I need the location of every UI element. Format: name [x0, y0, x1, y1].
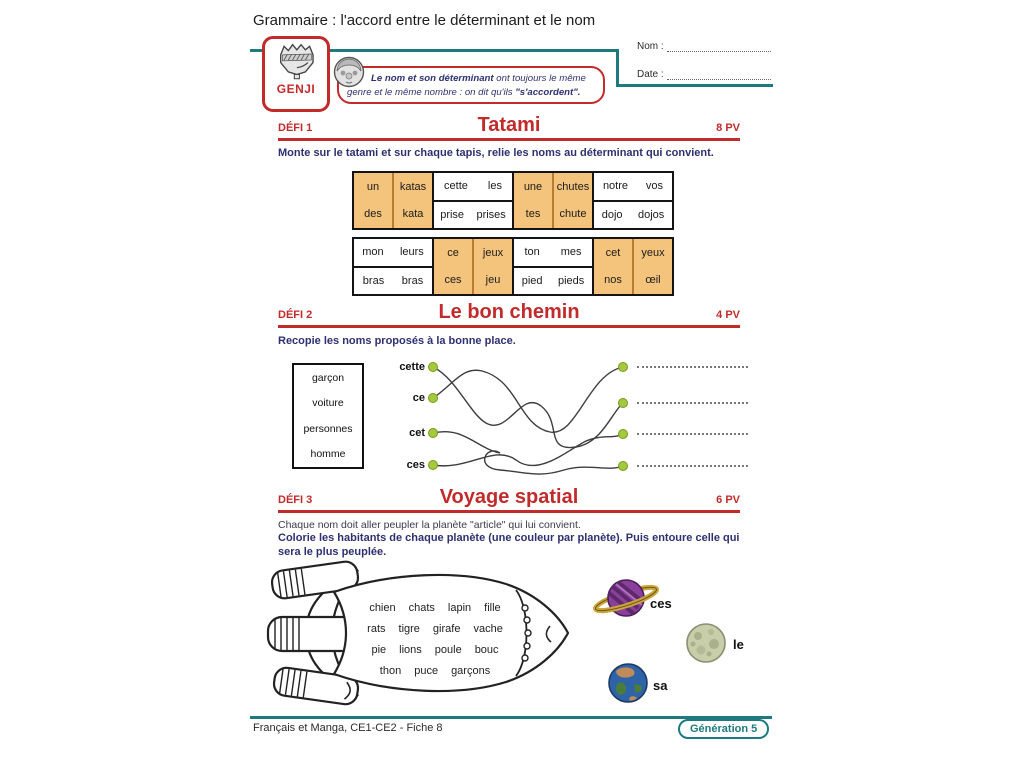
bank-word: garçon — [311, 371, 345, 384]
tatami-word: une — [523, 180, 543, 193]
tatami-word: leurs — [399, 246, 424, 259]
tatami-word: vos — [645, 180, 664, 193]
defi3-instruction-1: Chaque nom doit aller peupler la planète "article" qui lui convient. — [278, 519, 581, 531]
connector-dot — [429, 363, 438, 372]
rocket-word: thon — [379, 664, 402, 677]
date-dotted-line — [667, 70, 771, 80]
determiner-ce: ce — [412, 392, 425, 404]
tatami-word: yeux — [641, 246, 665, 259]
tangle-line — [433, 367, 623, 432]
rocket-word-list — [338, 597, 532, 681]
connector-dot — [429, 394, 438, 403]
rocket-word: poule — [434, 643, 462, 656]
connector-dot — [619, 430, 628, 439]
tatami-group — [594, 239, 672, 294]
connector-dot — [619, 462, 628, 471]
rocket-word: girafe — [432, 622, 461, 635]
defi3-instruction-2: Colorie les habitants de chaque planète (une couleur par planète). Puis entoure celle qui sera le plus peuplée. — [278, 532, 740, 558]
note-middle: ont toujours le même genre et le même nombre : on dit qu'ils — [347, 73, 586, 98]
tatami-word: ces — [444, 274, 462, 287]
tatami-word: katas — [399, 180, 427, 193]
answer-dotted-line — [637, 366, 748, 368]
planet-label-le: le — [733, 637, 744, 652]
name-dotted-line — [667, 42, 771, 52]
tatami-table-row1 — [352, 171, 674, 230]
date-label: Date : — [637, 69, 664, 80]
rocket-word: lapin — [447, 601, 472, 614]
rocket-word: pie — [371, 643, 387, 656]
word-bank-box — [292, 363, 364, 469]
tatami-word: notre — [602, 180, 629, 193]
defi1-title: Tatami — [477, 114, 541, 136]
mascot-name: GENJI — [276, 82, 316, 96]
answer-dotted-line — [637, 402, 748, 404]
tatami-word: bras — [362, 274, 385, 287]
tatami-word: pieds — [557, 274, 585, 287]
defi2-label: DÉFI 2 — [278, 309, 313, 321]
bank-word: voiture — [312, 397, 344, 410]
name-field — [637, 41, 771, 52]
name-box-bottom-border — [616, 84, 773, 87]
genji-mascot-icon — [273, 39, 319, 81]
connector-dot — [619, 363, 628, 372]
defi2-header — [278, 301, 740, 328]
defi1-label: DÉFI 1 — [278, 122, 313, 134]
rocket-word-row — [338, 660, 532, 681]
tatami-group — [354, 239, 434, 294]
rocket-word: garçons — [451, 664, 491, 677]
tatami-word: kata — [402, 208, 424, 221]
tatami-group — [514, 239, 594, 294]
rocket-word-row — [338, 597, 532, 618]
tatami-word: les — [487, 180, 502, 193]
note-bold-end: "s'accordent". — [515, 86, 581, 98]
bank-word: homme — [310, 448, 346, 461]
tatami-word: mes — [560, 246, 582, 259]
tatami-word: chute — [559, 208, 587, 221]
bank-word: personnes — [303, 422, 353, 435]
tatami-word: dojos — [637, 208, 665, 221]
connector-dot — [619, 399, 628, 408]
manga-face-icon — [333, 56, 365, 88]
tatami-word: pied — [521, 274, 543, 287]
defi2-title: Le bon chemin — [438, 301, 580, 323]
publisher-badge: Génération 5 — [678, 719, 769, 739]
defi1-header — [278, 114, 740, 141]
tatami-group — [434, 239, 514, 294]
answer-dotted-line — [637, 465, 748, 467]
tatami-group — [514, 173, 594, 228]
rocket-word: lions — [399, 643, 422, 656]
tatami-word: dojo — [601, 208, 623, 221]
tatami-group — [354, 173, 434, 228]
rocket-word-row — [338, 639, 532, 660]
determiner-cette: cette — [399, 361, 425, 373]
tatami-word: un — [366, 180, 380, 193]
tatami-group — [594, 173, 672, 228]
rocket-word: chien — [369, 601, 396, 614]
tatami-word: tes — [525, 208, 541, 221]
tatami-word: ce — [447, 246, 459, 259]
moon-icon — [684, 621, 728, 665]
tatami-word: bras — [401, 274, 424, 287]
tatami-word: nos — [604, 274, 622, 287]
rocket-word: fille — [484, 601, 501, 614]
tatami-word: œil — [645, 274, 661, 287]
connector-dot — [429, 429, 438, 438]
defi3-label: DÉFI 3 — [278, 494, 313, 506]
tatami-group — [434, 173, 514, 228]
tatami-word: ton — [524, 246, 540, 259]
answer-dotted-line — [637, 433, 748, 435]
mascot-box — [262, 36, 330, 112]
defi2-instruction: Recopie les noms proposés à la bonne place. — [278, 335, 516, 347]
determiner-cet: cet — [409, 427, 425, 439]
page-title: Grammaire : l'accord entre le déterminant et le nom — [253, 12, 596, 29]
defi1-points: 8 PV — [716, 122, 740, 134]
rocket-word-row — [338, 618, 532, 639]
earth-icon — [606, 661, 650, 705]
determiner-ces: ces — [406, 459, 425, 471]
planet-label-sa: sa — [653, 678, 668, 693]
footer-text: Français et Manga, CE1-CE2 - Fiche 8 — [253, 722, 443, 734]
defi3-header — [278, 486, 740, 513]
defi2-points: 4 PV — [716, 309, 740, 321]
tatami-table-row2 — [352, 237, 674, 296]
tatami-word: cette — [444, 180, 468, 193]
tatami-word: jeux — [482, 246, 504, 259]
tatami-word: jeu — [485, 274, 501, 287]
tatami-word: mon — [362, 246, 384, 259]
rocket-word: vache — [473, 622, 503, 635]
tatami-word: prises — [476, 208, 506, 221]
planet-label-ces: ces — [650, 596, 672, 611]
defi3-title: Voyage spatial — [439, 486, 579, 508]
defi1-instruction: Monte sur le tatami et sur chaque tapis, relie les noms au déterminant qui convient. — [278, 147, 714, 159]
rocket-word: tigre — [398, 622, 420, 635]
date-field — [637, 69, 771, 80]
tangle-line — [433, 434, 623, 466]
rocket-word: puce — [414, 664, 439, 677]
tatami-word: prise — [440, 208, 465, 221]
connector-dot — [429, 461, 438, 470]
name-label: Nom : — [637, 41, 664, 52]
rocket-word: bouc — [474, 643, 499, 656]
defi3-points: 6 PV — [716, 494, 740, 506]
tatami-word: chutes — [556, 180, 590, 193]
grammar-note — [337, 66, 605, 104]
tangled-paths-graphic — [426, 352, 632, 482]
rocket-word: chats — [408, 601, 435, 614]
tatami-word: des — [364, 208, 382, 221]
tatami-word: cet — [605, 246, 621, 259]
name-box-left-border — [616, 49, 619, 87]
note-bold-start: Le nom et son déterminant — [371, 73, 494, 84]
rocket-word: rats — [367, 622, 386, 635]
